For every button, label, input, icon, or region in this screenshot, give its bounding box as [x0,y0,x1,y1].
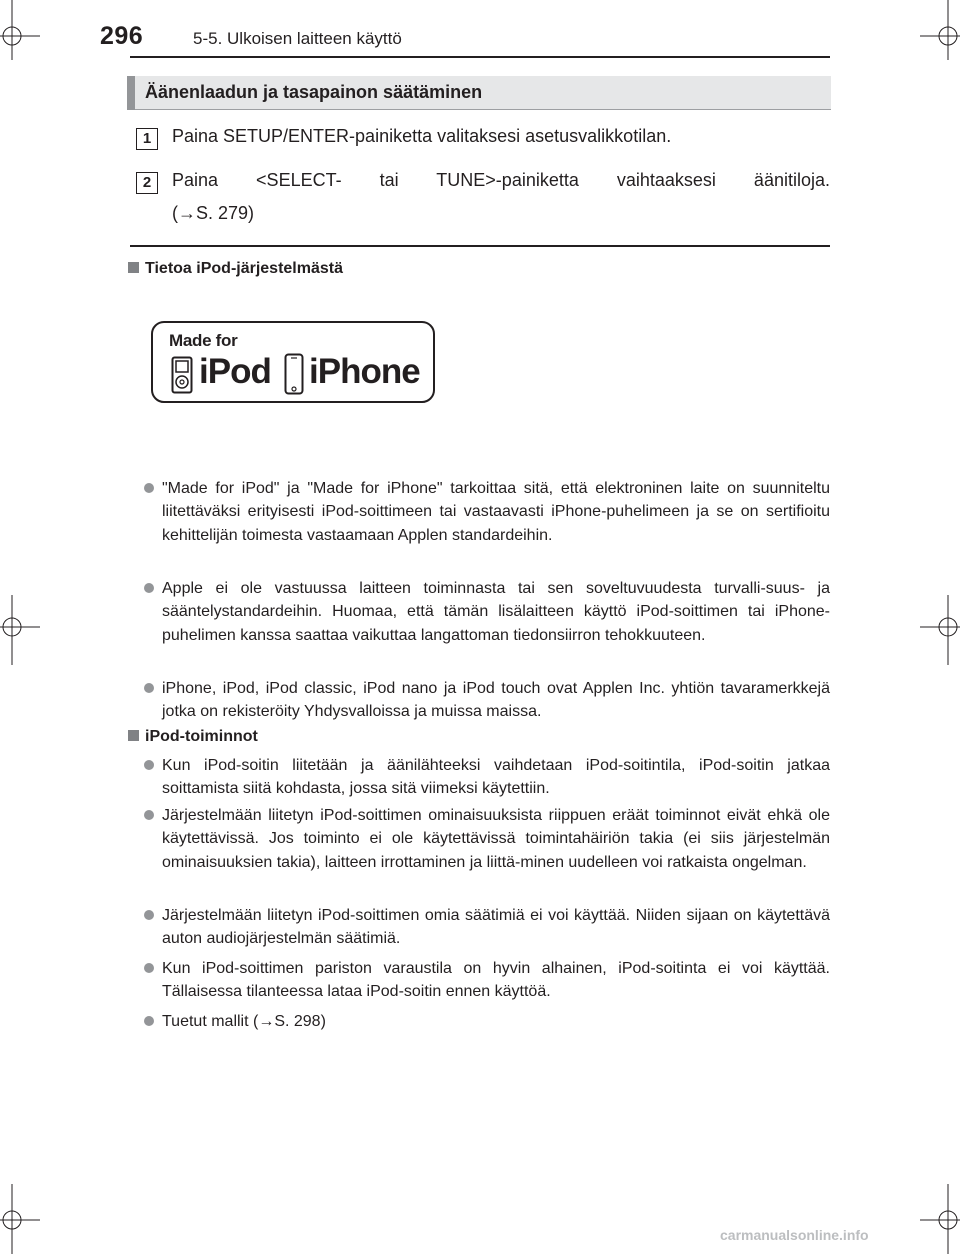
subheading-ipod-functions [128,728,258,746]
registration-mark-bottom-right [920,1184,960,1254]
watermark: carmanualsonline.info [720,1227,869,1243]
ipod-info-bullet-3: iPhone, iPod, iPod classic, iPod nano ja iPod touch ovat Applen Inc. yhtiön tavaramerkkejä jotka on rekisteröity Yhdysvalloissa ja muissa maissa. [162,680,830,721]
bullet-dot-icon [144,760,154,770]
section-divider [130,245,830,247]
ipod-functions-bullet-5: Tuetut mallit (→S. 298) [162,1013,326,1030]
ipod-info-bullet-2: Apple ei ole vastuussa laitteen toiminnasta tai sen soveltuvuudesta turvalli-suus- ja sääntelystandardeihin. Huomaa, että tämän lisälaitteen käyttö iPod-soittimen tai iPhone-puhelimen kanssa saattaa vaikuttaa langattoman tiedonsiirron tehokkuuteen. [162,580,830,644]
registration-mark-bottom-left [0,1184,40,1254]
logo-made-for-text: Made for [169,331,238,350]
step-text-2: Paina <SELECT- tai TUNE>-painiketta vaihtaaksesi äänitiloja. [172,170,830,190]
square-bullet-icon [128,262,139,273]
step-number-2: 2 [136,172,158,194]
ipod-device-icon [171,356,193,394]
logo-ipod-text: iPod [199,352,271,391]
subheading-ipod-info [128,260,343,278]
registration-mark-top-left [0,0,40,60]
page-number: 296 [100,22,144,50]
logo-iphone-text: iPhone [309,352,420,391]
bullet-dot-icon [144,963,154,973]
ipod-info-bullet-1: "Made for iPod" ja "Made for iPhone" tarkoittaa sitä, että elektroninen laite on suunniteltu liitettäväksi erityisesti iPod-soittimeen tai vastaavasti iPhone-puhelimeen ja se on sertifioitu kehittelijän toimesta vastaamaan Applen standardeihin. [162,480,830,544]
registration-mark-middle-left [0,595,40,665]
step-number-1: 1 [136,128,158,150]
heading-title: Äänenlaadun ja tasapainon säätäminen [145,82,483,102]
ipod-functions-bullet-3: Järjestelmään liitetyn iPod-soittimen omia säätimiä ei voi käyttää. Niiden sijaan on käytettävä auton audiojärjestelmän säätimiä. [162,907,830,948]
iphone-device-icon [284,353,304,395]
heading-box [127,76,831,110]
bullet-dot-icon [144,810,154,820]
square-bullet-icon [128,730,139,741]
step-text-1: Paina SETUP/ENTER-painiketta valitaksesi asetusvalikkotilan. [172,126,672,146]
registration-mark-middle-right [920,595,960,665]
subheading-ipod-info-text: Tietoa iPod-järjestelmästä [145,260,343,277]
subheading-ipod-functions-text: iPod-toiminnot [145,728,258,745]
bullet-dot-icon [144,583,154,593]
bullet-dot-icon [144,910,154,920]
header-divider [130,56,830,58]
made-for-ipod-iphone-logo [151,321,435,403]
bullet-dot-icon [144,1016,154,1026]
ipod-functions-bullet-1: Kun iPod-soitin liitetään ja äänilähteeksi vaihdetaan iPod-soitintila, iPod-soitin jatkaa soittamista siitä kohdasta, jossa sitä viimeksi käytettiin. [162,757,830,798]
bullet-dot-icon [144,683,154,693]
step-reference-2: (→S. 279) [172,203,255,223]
ipod-functions-bullet-2: Järjestelmään liitetyn iPod-soittimen ominaisuuksista riippuen eräät toiminnot eivät ehkä ole käytettävissä. Jos toiminto ei ole käytettävissä toimintahäiriön takia (ei siis järjestelmän ominaisuuksien takia), laitteen irrottaminen ja liittä-minen uudelleen voi ratkaista ongelman. [162,807,830,871]
bullet-dot-icon [144,483,154,493]
ipod-functions-bullet-4: Kun iPod-soittimen pariston varaustila on hyvin alhainen, iPod-soitinta ei voi käyttää. Tällaisessa tilanteessa lataa iPod-soitin ennen käyttöä. [162,960,830,1001]
section-title: 5-5. Ulkoisen laitteen käyttö [193,29,402,48]
registration-mark-top-right [920,0,960,60]
heading-accent-bar [127,76,135,110]
